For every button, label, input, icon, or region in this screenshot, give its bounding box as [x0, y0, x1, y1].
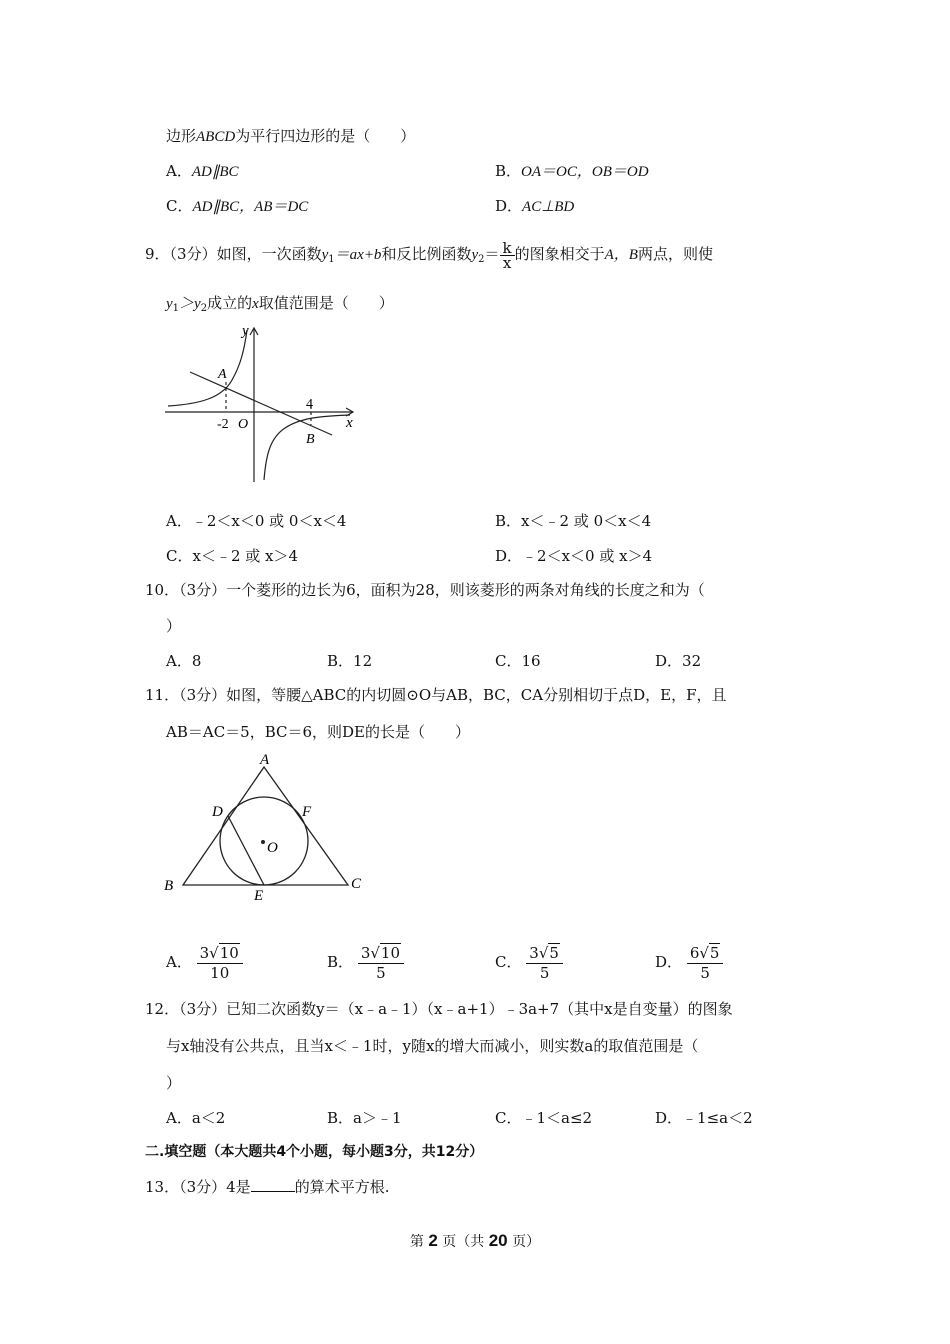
point-f-label: F [302, 804, 312, 820]
center-o-label: O [267, 840, 278, 856]
segment-de [228, 816, 264, 885]
hyperbola-branch-left [168, 330, 247, 406]
current-page-number: 2 [428, 1231, 438, 1250]
hyperbola-branch-right [264, 415, 350, 480]
q13-answer-blank[interactable] [251, 1177, 295, 1192]
q10-option-d: D．32 [655, 652, 702, 670]
q9-fraction: $\frac{k}{x}$ [500, 241, 515, 270]
q9-option-d: D．﹣2＜x＜0 或 x＞4 [495, 547, 653, 565]
q11-option-b: B． $\frac{3√10}{5}$ [327, 940, 404, 984]
q10-stem-line2: ） [166, 617, 182, 635]
point-d-label: D [212, 804, 223, 820]
center-point-o [261, 840, 265, 844]
q10-option-c: C．16 [495, 652, 541, 670]
q12-stem-line3: ） [166, 1074, 182, 1092]
tick-neg2-label: -2 [217, 417, 229, 432]
section-2-heading: 二.填空题（本大题共4个小题，每小题3分，共12分） [145, 1144, 484, 1160]
q11-stem-line2: AB＝AC＝5，BC＝6，则DE的长是（ ） [166, 723, 471, 741]
q10-option-a: A．8 [166, 652, 202, 670]
point-b-label: B [306, 432, 315, 447]
vertex-b-label: B [164, 878, 174, 894]
total-pages: 20 [488, 1231, 508, 1250]
y-axis-label: y [242, 323, 249, 339]
point-e-label: E [254, 888, 264, 904]
q9-stem-line1: 9．（3分）如图，一次函数$y_1=ax+b$和反比例函数$y_2=$ $\frac{k}{x}$ 的图象相交于A，B两点，则使 [145, 238, 713, 272]
q8-option-c: C．AD∥BC，AB＝DC [166, 197, 309, 215]
triangle-abc [183, 767, 348, 885]
q11-option-a: A． $\frac{3√10}{10}$ [166, 940, 243, 984]
q8-stem: 边形ABCD为平行四边形的是（ ） [166, 127, 416, 145]
q9-stem-line2: $y_1>y_2$成立的x取值范围是（ ） [166, 294, 394, 314]
q12-option-d: D．﹣1≤a＜2 [655, 1109, 753, 1127]
q9-option-b: B．x＜﹣2 或 0＜x＜4 [495, 512, 652, 530]
page-footer: 第 2 页（共 20 页） [409, 1231, 541, 1250]
q9-function-graph [160, 320, 370, 490]
q12-option-c: C．﹣1＜a≤2 [495, 1109, 593, 1127]
q10-stem-line1: 10．（3分）一个菱形的边长为6，面积为28，则该菱形的两条对角线的长度之和为（ [145, 581, 705, 599]
q12-stem-line1: 12．（3分）已知二次函数y＝（x﹣a﹣1）（x﹣a+1）﹣3a+7（其中x是自变量）的图象 [145, 1000, 733, 1018]
x-axis-label: x [346, 415, 353, 431]
q11-stem-line1: 11．（3分）如图，等腰△ABC的内切圆⊙O与AB，BC，CA分别相切于点D，E，F，且 [145, 686, 727, 704]
tick-4-label: 4 [306, 397, 313, 412]
q8-option-b: B．OA＝OC，OB＝OD [495, 162, 649, 180]
q11-option-c: C． $\frac{3√5}{5}$ [495, 940, 563, 984]
q12-option-b: B．a＞﹣1 [327, 1109, 402, 1127]
q13-stem: 13．（3分）4是 的算术平方根. [145, 1178, 390, 1196]
q11-triangle-figure [160, 750, 380, 905]
q12-option-a: A．a＜2 [166, 1109, 226, 1127]
q8-option-d: D．AC⊥BD [495, 197, 575, 215]
q11-option-d: D． $\frac{6√5}{5}$ [655, 940, 723, 984]
q8-option-a: A．AD∥BC [166, 162, 239, 180]
vertex-a-label: A [260, 752, 270, 768]
origin-label: O [238, 417, 249, 432]
point-a-label: A [218, 367, 227, 382]
q12-stem-line2: 与x轴没有公共点，且当x＜﹣1时，y随x的增大而减小，则实数a的取值范围是（ [166, 1037, 699, 1055]
vertex-c-label: C [351, 876, 362, 892]
q10-option-b: B．12 [327, 652, 373, 670]
q9-option-c: C．x＜﹣2 或 x＞4 [166, 547, 299, 565]
q9-option-a: A．﹣2＜x＜0 或 0＜x＜4 [166, 512, 347, 530]
